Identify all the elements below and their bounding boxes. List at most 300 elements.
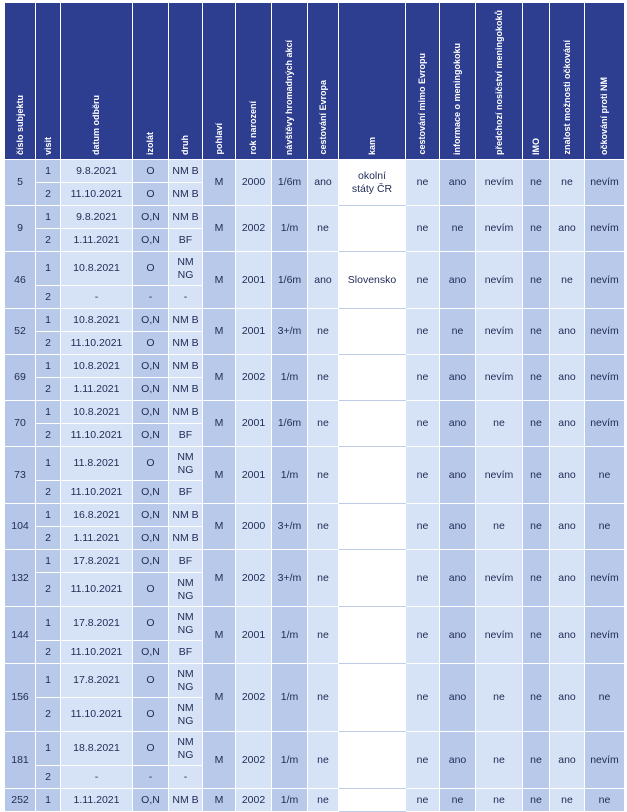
travel-europe-cell: ne — [308, 447, 339, 504]
table-row — [5, 252, 625, 286]
header-cell — [236, 3, 272, 160]
sex-cell: M — [203, 732, 236, 789]
previous-carriage-cell: nevím — [476, 355, 523, 401]
table-row — [5, 504, 625, 527]
imo-cell: ne — [523, 504, 550, 550]
vaccination-nm-cell: nevím — [585, 607, 625, 664]
vaccination-nm-cell: nevím — [585, 732, 625, 789]
species-cell: NM B — [169, 378, 203, 401]
mass-events-cell: 3+/m — [272, 504, 308, 550]
destination-cell — [339, 309, 406, 355]
isolate-cell: - — [133, 286, 169, 309]
header-cell — [5, 3, 36, 160]
travel-europe-cell: ne — [308, 355, 339, 401]
subject-id-cell: 5 — [5, 160, 36, 206]
isolate-cell: O,N — [133, 504, 169, 527]
meningococcus-info-cell: ne — [440, 309, 476, 355]
species-cell: NM B — [169, 160, 203, 183]
destination-cell — [339, 447, 406, 504]
subjects-table — [4, 2, 625, 812]
travel-europe-cell: ne — [308, 401, 339, 447]
travel-outside-europe-cell: ne — [406, 732, 440, 789]
vaccination-knowledge-cell: ano — [550, 355, 585, 401]
header-cell — [272, 3, 308, 160]
vaccination-knowledge-cell: ne — [550, 789, 585, 812]
imo-cell: ne — [523, 160, 550, 206]
species-cell: NM B — [169, 504, 203, 527]
vaccination-knowledge-cell: ano — [550, 401, 585, 447]
header-cell — [169, 3, 203, 160]
isolate-cell: O,N — [133, 641, 169, 664]
birth-year-cell: 2001 — [236, 401, 272, 447]
sex-cell: M — [203, 206, 236, 252]
mass-events-cell: 1/m — [272, 664, 308, 732]
isolate-cell: O — [133, 573, 169, 607]
species-cell: BF — [169, 481, 203, 504]
table-row — [5, 732, 625, 766]
species-cell: NM B — [169, 183, 203, 206]
sex-cell: M — [203, 401, 236, 447]
isolate-cell: O — [133, 664, 169, 698]
header-label: číslo subjektu — [14, 94, 25, 155]
travel-outside-europe-cell: ne — [406, 607, 440, 664]
subject-id-cell: 9 — [5, 206, 36, 252]
vaccination-nm-cell: nevím — [585, 355, 625, 401]
header-cell — [61, 3, 133, 160]
vaccination-knowledge-cell: ano — [550, 550, 585, 607]
header-label: informace o meningokoku — [452, 42, 462, 155]
isolate-cell: O — [133, 160, 169, 183]
visit-cell: 2 — [36, 378, 61, 401]
species-cell: NM NG — [169, 607, 203, 641]
date-cell: 1.11.2021 — [61, 527, 133, 550]
date-cell: - — [61, 286, 133, 309]
date-cell: 11.10.2021 — [61, 424, 133, 447]
species-cell: - — [169, 286, 203, 309]
header-cell — [523, 3, 550, 160]
previous-carriage-cell: nevím — [476, 252, 523, 309]
travel-outside-europe-cell: ne — [406, 789, 440, 812]
vaccination-nm-cell: nevím — [585, 401, 625, 447]
isolate-cell: O,N — [133, 481, 169, 504]
previous-carriage-cell: nevím — [476, 447, 523, 504]
date-cell: 1.11.2021 — [61, 378, 133, 401]
imo-cell: ne — [523, 789, 550, 812]
isolate-cell: O,N — [133, 355, 169, 378]
travel-outside-europe-cell: ne — [406, 550, 440, 607]
travel-europe-cell: ano — [308, 160, 339, 206]
table-row — [5, 206, 625, 229]
meningococcus-info-cell: ano — [440, 664, 476, 732]
vaccination-nm-cell: nevím — [585, 550, 625, 607]
imo-cell: ne — [523, 732, 550, 789]
destination-cell — [339, 504, 406, 550]
species-cell: NM B — [169, 527, 203, 550]
visit-cell: 1 — [36, 789, 61, 812]
sex-cell: M — [203, 309, 236, 355]
date-cell: 1.11.2021 — [61, 789, 133, 812]
date-cell: 9.8.2021 — [61, 206, 133, 229]
header-label: očkování proti NM — [599, 76, 609, 155]
species-cell: NM NG — [169, 664, 203, 698]
header-label: znalost možnosti očkování — [561, 40, 572, 155]
vaccination-knowledge-cell: ano — [550, 206, 585, 252]
species-cell: NM NG — [169, 447, 203, 481]
species-cell: BF — [169, 641, 203, 664]
table-row — [5, 447, 625, 481]
species-cell: NM B — [169, 355, 203, 378]
date-cell: 11.8.2021 — [61, 447, 133, 481]
imo-cell: ne — [523, 206, 550, 252]
table-row — [5, 789, 625, 812]
species-cell: NM NG — [169, 698, 203, 732]
isolate-cell: O,N — [133, 424, 169, 447]
travel-outside-europe-cell: ne — [406, 401, 440, 447]
previous-carriage-cell: nevím — [476, 309, 523, 355]
sex-cell: M — [203, 664, 236, 732]
sex-cell: M — [203, 447, 236, 504]
mass-events-cell: 3+/m — [272, 309, 308, 355]
meningococcus-info-cell: ano — [440, 252, 476, 309]
isolate-cell: O,N — [133, 789, 169, 812]
birth-year-cell: 2000 — [236, 160, 272, 206]
isolate-cell: O — [133, 607, 169, 641]
meningococcus-info-cell: ano — [440, 401, 476, 447]
travel-europe-cell: ne — [308, 550, 339, 607]
date-cell: 11.10.2021 — [61, 332, 133, 355]
visit-cell: 2 — [36, 229, 61, 252]
data-table-wrapper — [4, 2, 624, 812]
visit-cell: 1 — [36, 160, 61, 183]
meningococcus-info-cell: ano — [440, 732, 476, 789]
header-label: izolát — [145, 131, 155, 155]
header-label: návštěvy hromadných akcí — [284, 39, 294, 155]
imo-cell: ne — [523, 607, 550, 664]
table-row — [5, 401, 625, 424]
subject-id-cell: 156 — [5, 664, 36, 732]
isolate-cell: O — [133, 252, 169, 286]
destination-cell — [339, 206, 406, 252]
header-label: IMO — [530, 138, 541, 155]
mass-events-cell: 3+/m — [272, 550, 308, 607]
header-cell — [440, 3, 476, 160]
travel-outside-europe-cell: ne — [406, 504, 440, 550]
visit-cell: 1 — [36, 504, 61, 527]
vaccination-nm-cell: ne — [585, 664, 625, 732]
date-cell: 11.10.2021 — [61, 183, 133, 206]
birth-year-cell: 2001 — [236, 447, 272, 504]
header-label: druh — [180, 135, 190, 155]
destination-cell: okolní státy ČR — [339, 160, 406, 206]
header-cell — [308, 3, 339, 160]
mass-events-cell: 1/m — [272, 206, 308, 252]
header-label: pohlaví — [213, 123, 224, 155]
destination-cell — [339, 664, 406, 732]
date-cell: 10.8.2021 — [61, 252, 133, 286]
travel-europe-cell: ne — [308, 664, 339, 732]
previous-carriage-cell: ne — [476, 664, 523, 732]
meningococcus-info-cell: ano — [440, 160, 476, 206]
vaccination-nm-cell: nevím — [585, 252, 625, 309]
visit-cell: 1 — [36, 401, 61, 424]
isolate-cell: O — [133, 698, 169, 732]
subject-id-cell: 132 — [5, 550, 36, 607]
species-cell: - — [169, 766, 203, 789]
previous-carriage-cell: nevím — [476, 160, 523, 206]
visit-cell: 2 — [36, 424, 61, 447]
isolate-cell: O,N — [133, 309, 169, 332]
table-row — [5, 355, 625, 378]
visit-cell: 2 — [36, 332, 61, 355]
visit-cell: 1 — [36, 732, 61, 766]
isolate-cell: O,N — [133, 206, 169, 229]
header-label: visit — [42, 136, 53, 155]
table-row — [5, 550, 625, 573]
imo-cell: ne — [523, 447, 550, 504]
mass-events-cell: 1/m — [272, 732, 308, 789]
vaccination-nm-cell: nevím — [585, 160, 625, 206]
species-cell: BF — [169, 550, 203, 573]
imo-cell: ne — [523, 664, 550, 732]
birth-year-cell: 2000 — [236, 504, 272, 550]
subject-id-cell: 144 — [5, 607, 36, 664]
date-cell: 10.8.2021 — [61, 401, 133, 424]
destination-cell — [339, 607, 406, 664]
table-row — [5, 664, 625, 698]
meningococcus-info-cell: ano — [440, 447, 476, 504]
travel-outside-europe-cell: ne — [406, 206, 440, 252]
species-cell: BF — [169, 229, 203, 252]
destination-cell — [339, 355, 406, 401]
birth-year-cell: 2002 — [236, 550, 272, 607]
vaccination-knowledge-cell: ano — [550, 732, 585, 789]
travel-europe-cell: ne — [308, 309, 339, 355]
previous-carriage-cell: ne — [476, 504, 523, 550]
isolate-cell: O,N — [133, 378, 169, 401]
vaccination-nm-cell: nevím — [585, 206, 625, 252]
vaccination-knowledge-cell: ne — [550, 252, 585, 309]
imo-cell: ne — [523, 401, 550, 447]
birth-year-cell: 2002 — [236, 355, 272, 401]
sex-cell: M — [203, 160, 236, 206]
header-label: předchozí nosičství meningokoků — [493, 9, 504, 155]
vaccination-nm-cell: ne — [585, 447, 625, 504]
header-cell — [36, 3, 61, 160]
date-cell: 11.10.2021 — [61, 481, 133, 504]
subject-id-cell: 70 — [5, 401, 36, 447]
previous-carriage-cell: nevím — [476, 607, 523, 664]
mass-events-cell: 1/m — [272, 789, 308, 812]
sex-cell: M — [203, 504, 236, 550]
previous-carriage-cell: ne — [476, 401, 523, 447]
visit-cell: 2 — [36, 183, 61, 206]
visit-cell: 1 — [36, 309, 61, 332]
table-body — [5, 160, 625, 812]
birth-year-cell: 2001 — [236, 607, 272, 664]
isolate-cell: O — [133, 332, 169, 355]
date-cell: 9.8.2021 — [61, 160, 133, 183]
visit-cell: 1 — [36, 206, 61, 229]
imo-cell: ne — [523, 252, 550, 309]
travel-europe-cell: ne — [308, 504, 339, 550]
vaccination-nm-cell: ne — [585, 789, 625, 812]
mass-events-cell: 1/6m — [272, 252, 308, 309]
header-label: cestování mimo Evropu — [417, 53, 427, 155]
meningococcus-info-cell: ano — [440, 607, 476, 664]
table-row — [5, 607, 625, 641]
vaccination-nm-cell: ne — [585, 504, 625, 550]
date-cell: 1.11.2021 — [61, 229, 133, 252]
subject-id-cell: 252 — [5, 789, 36, 812]
birth-year-cell: 2002 — [236, 789, 272, 812]
destination-cell — [339, 550, 406, 607]
travel-outside-europe-cell: ne — [406, 355, 440, 401]
header-cell — [406, 3, 440, 160]
previous-carriage-cell: ne — [476, 732, 523, 789]
header-cell — [585, 3, 625, 160]
travel-outside-europe-cell: ne — [406, 160, 440, 206]
date-cell: 11.10.2021 — [61, 698, 133, 732]
meningococcus-info-cell: ano — [440, 355, 476, 401]
birth-year-cell: 2001 — [236, 252, 272, 309]
vaccination-knowledge-cell: ano — [550, 309, 585, 355]
visit-cell: 2 — [36, 698, 61, 732]
header-cell — [550, 3, 585, 160]
isolate-cell: O,N — [133, 527, 169, 550]
species-cell: NM B — [169, 332, 203, 355]
header-row — [5, 3, 625, 160]
mass-events-cell: 1/m — [272, 447, 308, 504]
visit-cell: 2 — [36, 527, 61, 550]
sex-cell: M — [203, 355, 236, 401]
subject-id-cell: 104 — [5, 504, 36, 550]
species-cell: NM B — [169, 401, 203, 424]
previous-carriage-cell: nevím — [476, 206, 523, 252]
date-cell: 10.8.2021 — [61, 355, 133, 378]
header-label: kam — [366, 136, 377, 155]
visit-cell: 1 — [36, 664, 61, 698]
meningococcus-info-cell: ne — [440, 789, 476, 812]
mass-events-cell: 1/6m — [272, 401, 308, 447]
travel-outside-europe-cell: ne — [406, 664, 440, 732]
header-label: datum odběru — [91, 95, 101, 155]
header-label: cestování Evropa — [317, 80, 328, 155]
date-cell: - — [61, 766, 133, 789]
mass-events-cell: 1/m — [272, 355, 308, 401]
sex-cell: M — [203, 607, 236, 664]
species-cell: BF — [169, 424, 203, 447]
subject-id-cell: 69 — [5, 355, 36, 401]
visit-cell: 1 — [36, 550, 61, 573]
mass-events-cell: 1/6m — [272, 160, 308, 206]
travel-outside-europe-cell: ne — [406, 447, 440, 504]
travel-europe-cell: ne — [308, 607, 339, 664]
header-cell — [339, 3, 406, 160]
travel-outside-europe-cell: ne — [406, 252, 440, 309]
vaccination-knowledge-cell: ano — [550, 504, 585, 550]
visit-cell: 2 — [36, 573, 61, 607]
header-cell — [203, 3, 236, 160]
species-cell: NM B — [169, 309, 203, 332]
travel-europe-cell: ne — [308, 789, 339, 812]
imo-cell: ne — [523, 355, 550, 401]
header-cell — [476, 3, 523, 160]
visit-cell: 2 — [36, 641, 61, 664]
date-cell: 11.10.2021 — [61, 573, 133, 607]
travel-europe-cell: ne — [308, 732, 339, 789]
date-cell: 17.8.2021 — [61, 664, 133, 698]
previous-carriage-cell: nevím — [476, 550, 523, 607]
date-cell: 17.8.2021 — [61, 550, 133, 573]
isolate-cell: O — [133, 732, 169, 766]
birth-year-cell: 2001 — [236, 309, 272, 355]
visit-cell: 2 — [36, 481, 61, 504]
birth-year-cell: 2002 — [236, 206, 272, 252]
visit-cell: 2 — [36, 286, 61, 309]
subject-id-cell: 52 — [5, 309, 36, 355]
isolate-cell: O,N — [133, 229, 169, 252]
species-cell: NM B — [169, 206, 203, 229]
isolate-cell: O,N — [133, 401, 169, 424]
subject-id-cell: 73 — [5, 447, 36, 504]
date-cell: 18.8.2021 — [61, 732, 133, 766]
meningococcus-info-cell: ne — [440, 206, 476, 252]
sex-cell: M — [203, 252, 236, 309]
travel-outside-europe-cell: ne — [406, 309, 440, 355]
visit-cell: 1 — [36, 607, 61, 641]
visit-cell: 2 — [36, 766, 61, 789]
meningococcus-info-cell: ano — [440, 550, 476, 607]
isolate-cell: O — [133, 183, 169, 206]
imo-cell: ne — [523, 550, 550, 607]
destination-cell — [339, 401, 406, 447]
visit-cell: 1 — [36, 252, 61, 286]
travel-europe-cell: ne — [308, 206, 339, 252]
destination-cell — [339, 732, 406, 789]
vaccination-knowledge-cell: ano — [550, 664, 585, 732]
table-row — [5, 160, 625, 183]
sex-cell: M — [203, 550, 236, 607]
date-cell: 16.8.2021 — [61, 504, 133, 527]
sex-cell: M — [203, 789, 236, 812]
species-cell: NM NG — [169, 732, 203, 766]
date-cell: 11.10.2021 — [61, 641, 133, 664]
header-label: rok narození — [248, 101, 258, 155]
vaccination-nm-cell: nevím — [585, 309, 625, 355]
travel-europe-cell: ano — [308, 252, 339, 309]
isolate-cell: O,N — [133, 550, 169, 573]
destination-cell — [339, 789, 406, 812]
imo-cell: ne — [523, 309, 550, 355]
subject-id-cell: 181 — [5, 732, 36, 789]
vaccination-knowledge-cell: ne — [550, 160, 585, 206]
previous-carriage-cell: ne — [476, 789, 523, 812]
date-cell: 17.8.2021 — [61, 607, 133, 641]
meningococcus-info-cell: ano — [440, 504, 476, 550]
isolate-cell: - — [133, 766, 169, 789]
birth-year-cell: 2002 — [236, 732, 272, 789]
species-cell: NM NG — [169, 573, 203, 607]
destination-cell: Slovensko — [339, 252, 406, 309]
isolate-cell: O — [133, 447, 169, 481]
species-cell: NM B — [169, 789, 203, 812]
table-row — [5, 309, 625, 332]
visit-cell: 1 — [36, 447, 61, 481]
header-cell — [133, 3, 169, 160]
birth-year-cell: 2002 — [236, 664, 272, 732]
subject-id-cell: 46 — [5, 252, 36, 309]
visit-cell: 1 — [36, 355, 61, 378]
